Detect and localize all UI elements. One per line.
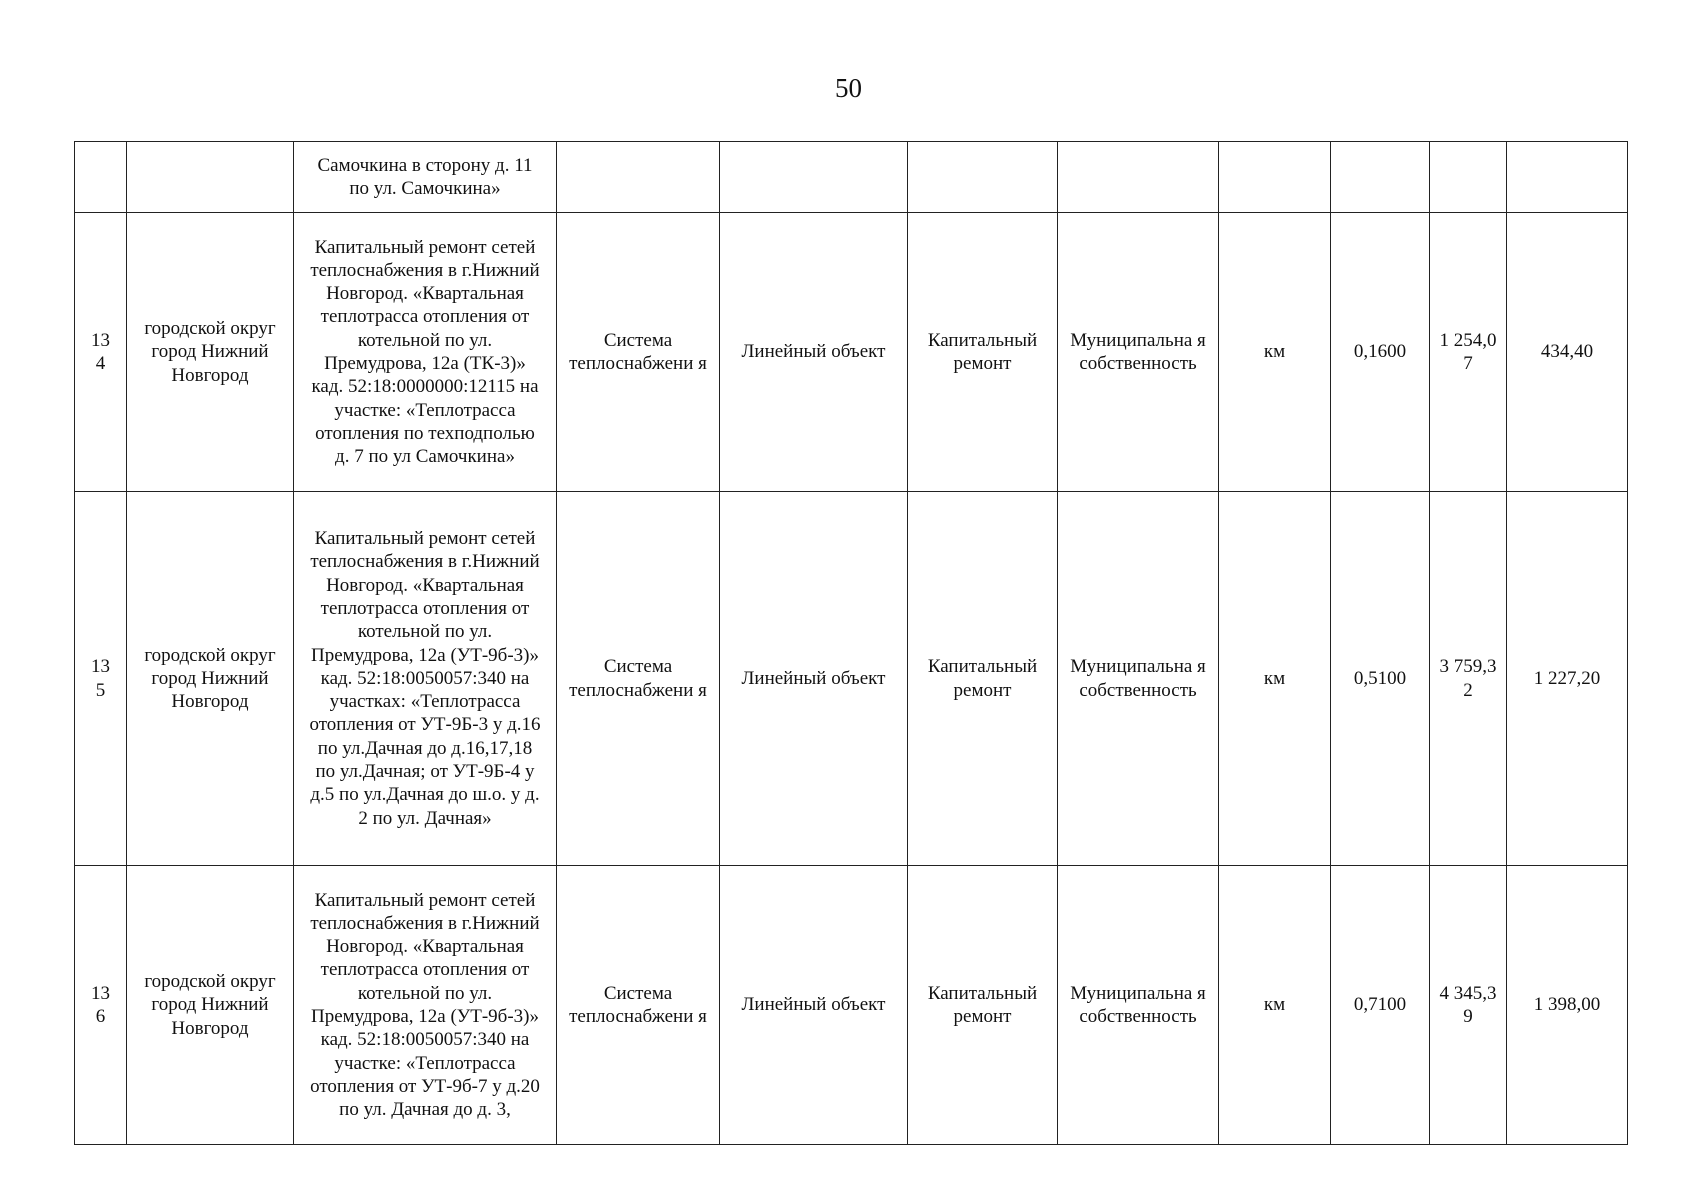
cell-amount — [1507, 142, 1628, 213]
cell-cost — [1430, 142, 1507, 213]
cell-object-type: Линейный объект — [720, 492, 908, 866]
cell-municipality — [127, 142, 294, 213]
table-row-continuation — [75, 142, 1628, 213]
cell-work-type: Капитальный ремонт — [908, 866, 1058, 1145]
cell-municipality: городской округ город Нижний Новгород — [127, 866, 294, 1145]
cell-system — [557, 142, 720, 213]
table-row — [75, 866, 1628, 1145]
cell-description: Капитальный ремонт сетей теплоснабжения в г.Нижний Новгород. «Квартальная теплотрасса отопления от котельной по ул. Премудрова, 12а (УТ-9б-3)» кад. 52:18:0050057:340 на участках: «Теплотрасса отопления от УТ-9Б-3 у д.16 по ул.Дачная до д.16,17,18 по ул.Дачная; от УТ-9Б-4 у д.5 по ул.Дачная до ш.о. у д. 2 по ул. Дачная» — [294, 492, 557, 866]
cell-municipality: городской округ город Нижний Новгород — [127, 492, 294, 866]
cell-work-type: Капитальный ремонт — [908, 213, 1058, 492]
cell-quantity — [1331, 142, 1430, 213]
cell-unit: км — [1219, 213, 1331, 492]
cell-system: Система теплоснабжени я — [557, 866, 720, 1145]
cell-ownership: Муниципальна я собственность — [1058, 213, 1219, 492]
cell-ownership — [1058, 142, 1219, 213]
cell-cost: 4 345,3 9 — [1430, 866, 1507, 1145]
cell-work-type: Капитальный ремонт — [908, 492, 1058, 866]
cell-quantity: 0,1600 — [1331, 213, 1430, 492]
cell-description: Капитальный ремонт сетей теплоснабжения в г.Нижний Новгород. «Квартальная теплотрасса отопления от котельной по ул. Премудрова, 12а (ТК-3)» кад. 52:18:0000000:12115 на участке: «Теплотрасса отопления по техподполью д. 7 по ул Самочкина» — [294, 213, 557, 492]
cell-unit — [1219, 142, 1331, 213]
cell-ownership: Муниципальна я собственность — [1058, 492, 1219, 866]
cell-num: 13 4 — [75, 213, 127, 492]
cell-ownership: Муниципальна я собственность — [1058, 866, 1219, 1145]
cell-municipality: городской округ город Нижний Новгород — [127, 213, 294, 492]
cell-system: Система теплоснабжени я — [557, 213, 720, 492]
cell-unit: км — [1219, 492, 1331, 866]
cell-num: 13 6 — [75, 866, 127, 1145]
cell-num — [75, 142, 127, 213]
table-row — [75, 492, 1628, 866]
cell-amount: 1 227,20 — [1507, 492, 1628, 866]
cell-quantity: 0,5100 — [1331, 492, 1430, 866]
cell-description: Самочкина в сторону д. 11 по ул. Самочкина» — [294, 142, 557, 213]
cell-unit: км — [1219, 866, 1331, 1145]
cell-system: Система теплоснабжени я — [557, 492, 720, 866]
cell-object-type: Линейный объект — [720, 213, 908, 492]
cell-quantity: 0,7100 — [1331, 866, 1430, 1145]
cell-num: 13 5 — [75, 492, 127, 866]
cell-object-type — [720, 142, 908, 213]
cell-object-type: Линейный объект — [720, 866, 908, 1145]
cell-work-type — [908, 142, 1058, 213]
cell-amount: 1 398,00 — [1507, 866, 1628, 1145]
cell-cost: 1 254,0 7 — [1430, 213, 1507, 492]
cell-description: Капитальный ремонт сетей теплоснабжения в г.Нижний Новгород. «Квартальная теплотрасса отопления от котельной по ул. Премудрова, 12а (УТ-9б-3)» кад. 52:18:0050057:340 на участке: «Теплотрасса отопления от УТ-9б-7 у д.20 по ул. Дачная до д. 3, — [294, 866, 557, 1145]
cell-amount: 434,40 — [1507, 213, 1628, 492]
works-table — [74, 141, 1628, 1145]
page-number: 50 — [835, 73, 862, 103]
cell-cost: 3 759,3 2 — [1430, 492, 1507, 866]
table-row — [75, 213, 1628, 492]
